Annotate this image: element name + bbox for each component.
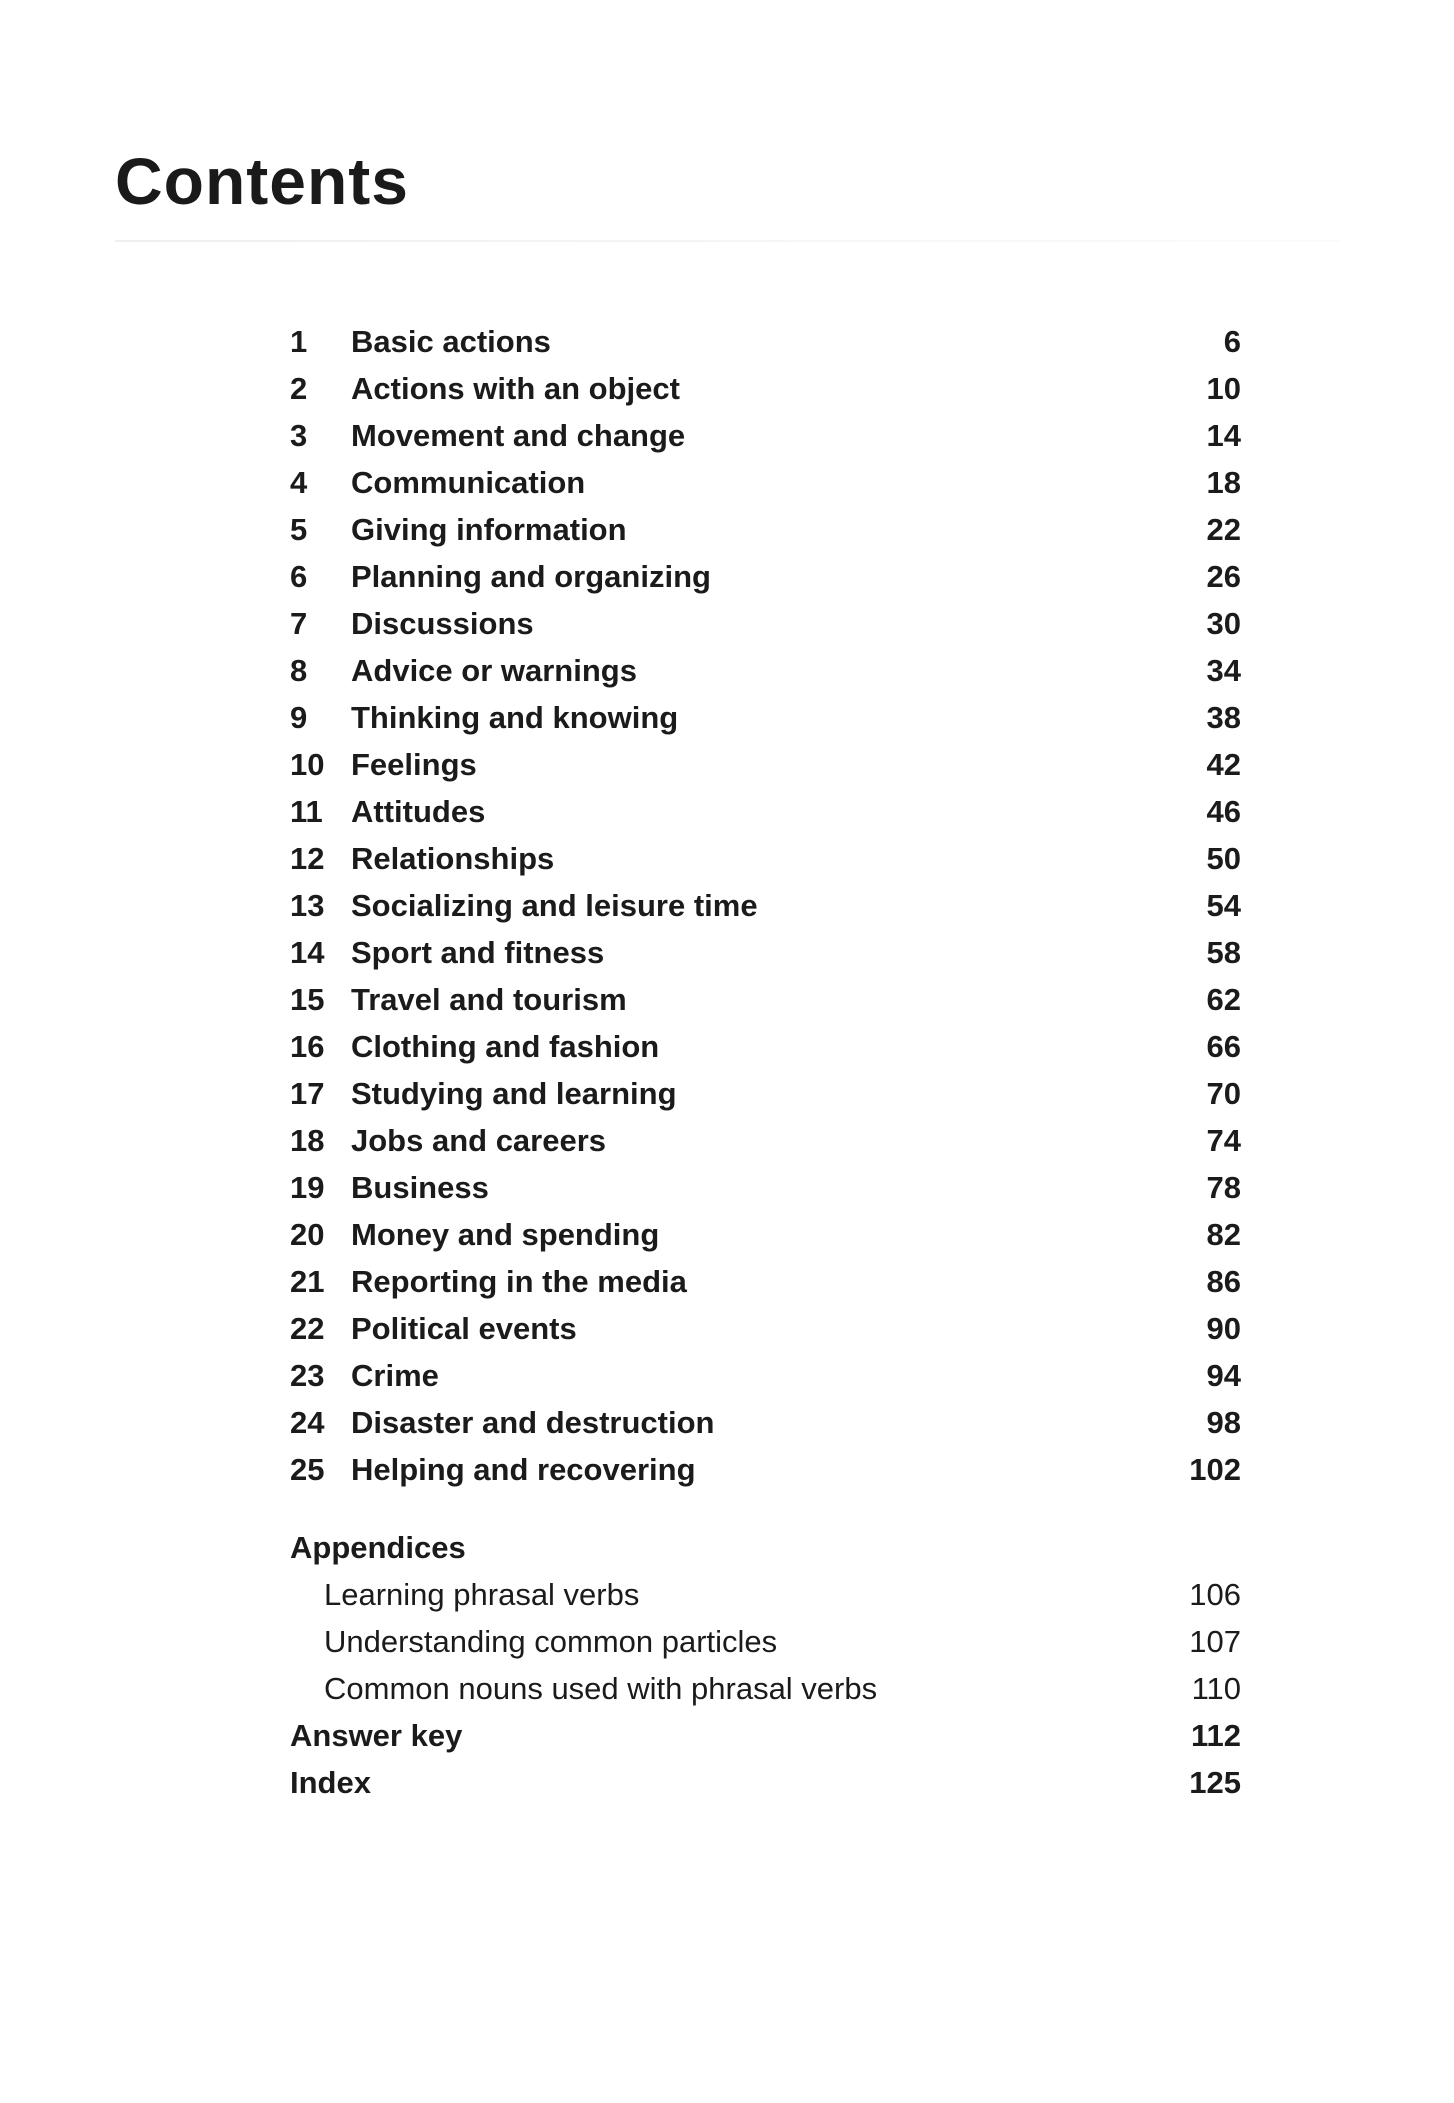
chapter-title: Disaster and destruction	[351, 1405, 715, 1440]
chapter-number: 20	[290, 1217, 325, 1252]
toc-entry[interactable]	[0, 510, 1454, 550]
page-number: 54	[1206, 888, 1241, 923]
chapter-title: Advice or warnings	[351, 653, 637, 688]
page-number: 106	[1189, 1577, 1241, 1612]
chapter-title: Planning and organizing	[351, 559, 711, 594]
page-number: 22	[1206, 512, 1241, 547]
page-number: 42	[1206, 747, 1241, 782]
page-number: 74	[1206, 1123, 1241, 1158]
chapter-number: 19	[290, 1170, 325, 1205]
appendix-entry[interactable]	[0, 1622, 1454, 1662]
page-number: 34	[1206, 653, 1241, 688]
chapter-number: 10	[290, 747, 325, 782]
chapter-number: 9	[290, 700, 308, 735]
appendix-title: Common nouns used with phrasal verbs	[324, 1671, 878, 1706]
page-number: 26	[1206, 559, 1241, 594]
chapter-title: Movement and change	[351, 418, 686, 453]
page-number: 125	[1189, 1765, 1241, 1800]
chapter-title: Thinking and knowing	[351, 700, 679, 735]
toc-entry[interactable]	[0, 792, 1454, 832]
chapter-number: 16	[290, 1029, 325, 1064]
chapter-title: Socializing and leisure time	[351, 888, 758, 923]
appendix-title: Understanding common particles	[324, 1624, 778, 1659]
toc-entry[interactable]	[0, 1403, 1454, 1443]
page-number: 58	[1206, 935, 1241, 970]
page-title: Contents	[115, 144, 409, 218]
toc-entry[interactable]	[0, 1215, 1454, 1255]
chapter-title: Clothing and fashion	[351, 1029, 660, 1064]
toc-entry[interactable]	[0, 745, 1454, 785]
page-number: 102	[1189, 1452, 1241, 1487]
chapter-number: 4	[290, 465, 308, 500]
chapter-number: 12	[290, 841, 325, 876]
chapter-title: Helping and recovering	[351, 1452, 696, 1487]
chapter-number: 6	[290, 559, 308, 594]
page-number: 78	[1206, 1170, 1241, 1205]
appendix-entry[interactable]	[0, 1575, 1454, 1615]
page-number: 90	[1206, 1311, 1241, 1346]
page-number: 46	[1206, 794, 1241, 829]
chapter-number: 3	[290, 418, 308, 453]
page-number: 14	[1206, 418, 1241, 453]
chapter-title: Crime	[351, 1358, 439, 1393]
chapter-number: 25	[290, 1452, 325, 1487]
page-number: 50	[1206, 841, 1241, 876]
chapter-number: 1	[290, 324, 308, 359]
chapter-number: 5	[290, 512, 308, 547]
page-number: 107	[1189, 1624, 1241, 1659]
toc-entry[interactable]	[0, 463, 1454, 503]
index-entry[interactable]	[0, 1763, 1454, 1803]
page-number: 62	[1206, 982, 1241, 1017]
chapter-title: Sport and fitness	[351, 935, 605, 970]
toc-entry[interactable]	[0, 933, 1454, 973]
chapter-title: Reporting in the media	[351, 1264, 687, 1299]
toc-entry[interactable]	[0, 1309, 1454, 1349]
chapter-title: Actions with an object	[351, 371, 680, 406]
page-number: 38	[1206, 700, 1241, 735]
page-number: 18	[1206, 465, 1241, 500]
page-number: 6	[1223, 324, 1241, 359]
page-number: 110	[1191, 1671, 1241, 1706]
answer-key-entry[interactable]	[0, 1716, 1454, 1756]
toc-entry[interactable]	[0, 1262, 1454, 1302]
page-number: 82	[1206, 1217, 1241, 1252]
appendices-heading: Appendices	[290, 1530, 466, 1565]
toc-entry[interactable]	[0, 1074, 1454, 1114]
toc-entry[interactable]	[0, 980, 1454, 1020]
page-number: 94	[1206, 1358, 1241, 1393]
chapter-title: Jobs and careers	[351, 1123, 607, 1158]
toc-entry[interactable]	[0, 604, 1454, 644]
toc-entry[interactable]	[0, 1450, 1454, 1490]
chapter-title: Basic actions	[351, 324, 551, 359]
appendix-entry[interactable]	[0, 1669, 1454, 1709]
page-number: 98	[1206, 1405, 1241, 1440]
chapter-number: 11	[290, 794, 323, 829]
toc-entry[interactable]	[0, 1168, 1454, 1208]
chapter-number: 13	[290, 888, 325, 923]
chapter-number: 21	[290, 1264, 325, 1299]
answer-key-title: Answer key	[290, 1718, 463, 1753]
chapter-title: Communication	[351, 465, 586, 500]
chapter-title: Attitudes	[351, 794, 486, 829]
toc-entry[interactable]	[0, 369, 1454, 409]
toc-entry[interactable]	[0, 416, 1454, 456]
chapter-number: 22	[290, 1311, 325, 1346]
chapter-title: Feelings	[351, 747, 477, 782]
chapter-title: Money and spending	[351, 1217, 660, 1252]
chapter-title: Political events	[351, 1311, 577, 1346]
chapter-title: Travel and tourism	[351, 982, 627, 1017]
page-number: 66	[1206, 1029, 1241, 1064]
page-number: 86	[1206, 1264, 1241, 1299]
toc-entry[interactable]	[0, 698, 1454, 738]
toc-entry[interactable]	[0, 839, 1454, 879]
toc-entry[interactable]	[0, 557, 1454, 597]
chapter-title: Relationships	[351, 841, 555, 876]
chapter-title: Discussions	[351, 606, 534, 641]
chapter-number: 14	[290, 935, 325, 970]
page-number: 70	[1206, 1076, 1241, 1111]
chapter-number: 8	[290, 653, 308, 688]
chapter-title: Studying and learning	[351, 1076, 677, 1111]
chapter-number: 24	[290, 1405, 325, 1440]
chapter-number: 2	[290, 371, 308, 406]
index-title: Index	[290, 1765, 371, 1800]
chapter-number: 23	[290, 1358, 325, 1393]
chapter-number: 7	[290, 606, 308, 641]
chapter-title: Giving information	[351, 512, 627, 547]
toc-entry[interactable]	[0, 322, 1454, 362]
chapter-title: Business	[351, 1170, 489, 1205]
page-number: 30	[1206, 606, 1241, 641]
chapter-number: 15	[290, 982, 325, 1017]
toc-entry[interactable]	[0, 1356, 1454, 1396]
toc-entry[interactable]	[0, 886, 1454, 926]
toc-entry[interactable]	[0, 1121, 1454, 1161]
toc-entry[interactable]	[0, 1027, 1454, 1067]
appendix-title: Learning phrasal verbs	[324, 1577, 640, 1612]
chapter-number: 18	[290, 1123, 325, 1158]
toc-entry[interactable]	[0, 651, 1454, 691]
chapter-number: 17	[290, 1076, 325, 1111]
page-number: 10	[1206, 371, 1241, 406]
page-number: 112	[1190, 1718, 1241, 1753]
